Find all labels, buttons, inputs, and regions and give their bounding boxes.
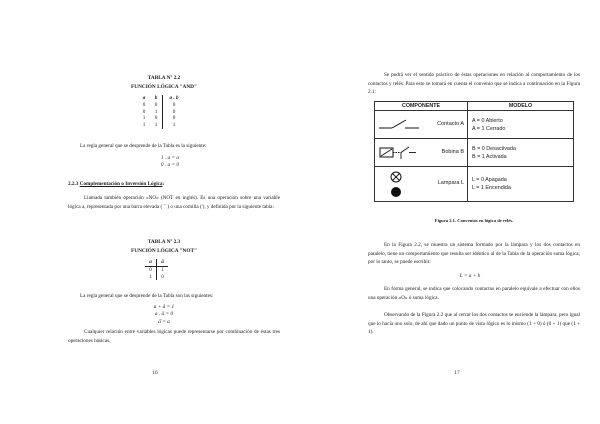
and-cell: 1 xyxy=(142,115,146,122)
not-cell: 0 xyxy=(161,273,164,280)
figure-caption: Figura 2.1. Convenios en lógica de relés. xyxy=(434,218,514,223)
and-header-a: a xyxy=(142,95,146,101)
not-rule-text: La regla general que se desprende de la Tabla son las siguientes: xyxy=(80,293,214,299)
not-definition-paragraph: Llamada también operación «NO» (NOT en inglés). Es una operación sobre una variable lógica a, representada por una barra elevada ( ¯ ) o una comilla ('), y definida por la siguiente tabla: xyxy=(68,195,280,210)
and-header-b: b xyxy=(150,95,163,102)
and-cell: 0 xyxy=(172,115,176,122)
observation-paragraph: Observando de la Figura 2.2 que al cerrar los dos contactos se enciende la lámpara, pero igual que lo hacía uno solo, de ahí que dado un punto de vista lógico es lo mismo (1 + 0) ó (0 + 1) que (1 + 1). xyxy=(368,312,580,336)
and-equations xyxy=(140,155,200,170)
table-2-3-subtitle: FUNCIÓN LÓGICA "NOT" xyxy=(131,248,197,254)
figure-row-coil xyxy=(375,139,468,167)
parallel-contacts-paragraph: En la Figura 2.2, se muestra un sistema formado por la lámpara y los dos contactos en paralelo, tiene un comportamiento que resulta ser idéntico al de la Tabla de la operación suma lógica; por lo tanto, se puede escribir: xyxy=(368,242,580,266)
model-line: L = 0 Apagada xyxy=(472,177,507,183)
lamp-label: Lampara L xyxy=(437,180,464,186)
section-number: 2.2.3 xyxy=(68,181,79,187)
equation-line: a . ā = 0 xyxy=(154,311,174,318)
section-colon: : xyxy=(162,181,165,187)
and-truth-table xyxy=(138,95,185,129)
table-2-2-title: TABLA Nº 2.2 xyxy=(147,75,181,81)
contact-model xyxy=(468,111,574,139)
closing-paragraph: Cualquier relación entre variables lógicas puede representarse por combinación de éstas tres operaciones básicas. xyxy=(68,329,280,344)
or-general-paragraph: En forma general, se indica que colocando contactos en paralelo equivale a efectuar con ellos una operación «O» ó suma lógica. xyxy=(368,286,580,301)
contact-label: Contacto A xyxy=(437,121,464,127)
equation-line: 0 . a = 0 xyxy=(160,162,180,169)
and-cell: 0 xyxy=(142,101,146,108)
and-cell: 0 xyxy=(142,108,146,115)
page-number: 16 xyxy=(152,370,158,376)
and-cell: 0 xyxy=(150,115,163,122)
page-number: 17 xyxy=(454,370,460,376)
lamp-icon xyxy=(389,170,403,200)
equation-line: ā̄ = a xyxy=(158,318,170,325)
equation-line: 1 . a = a xyxy=(160,155,180,161)
and-cell: 1 xyxy=(142,122,146,129)
switch-contact-icon xyxy=(379,117,419,133)
equation-line: a + ā = 1 xyxy=(153,304,175,310)
model-line: A = 1 Cerrado xyxy=(472,125,506,132)
figure-row-lamp xyxy=(375,167,468,202)
figure-header-model: MODELO xyxy=(468,102,574,111)
coil-model xyxy=(468,139,574,167)
not-header-a-bar: ā xyxy=(157,259,169,266)
intro-paragraph: Se podrá ver el sentido práctico de éstas operaciones en relación al comportamiento de los contactos y relés. Para esto se tomará en cuenta el convenio que se indica a continuación en la Figura 2.1: xyxy=(368,72,580,96)
model-line: L = 1 Encendida xyxy=(472,185,511,191)
coil-label: Bobina B xyxy=(441,149,464,155)
model-line: A = 0 Abierto xyxy=(472,117,503,124)
not-cell: 1 xyxy=(161,266,164,273)
and-cell: 1 xyxy=(150,109,163,116)
model-line: B = 1 Activada xyxy=(472,153,507,160)
and-rule-text: La regla general que se desprende de la Tabla es la siguiente: xyxy=(80,143,207,149)
section-heading xyxy=(68,180,278,189)
lamp-model xyxy=(468,167,574,202)
and-cell: 0 xyxy=(172,108,176,115)
and-cell: 1 xyxy=(150,122,163,129)
not-cell: 1 xyxy=(145,274,157,281)
or-equation: L = a + b xyxy=(459,273,481,279)
and-header-ab: a . b xyxy=(169,95,179,101)
not-cell: 0 xyxy=(145,266,157,273)
not-header-a: a xyxy=(145,259,157,266)
figure-row-contact xyxy=(375,111,468,139)
and-cell: 0 xyxy=(172,101,176,108)
model-line: B = 0 Desactivada xyxy=(472,145,516,152)
relay-convention-figure xyxy=(374,101,574,202)
and-cell: 0 xyxy=(150,102,163,109)
figure-header-component: COMPONENTE xyxy=(375,102,468,111)
section-title: Complementación o Inversión Lógica xyxy=(79,181,163,187)
table-2-2-subtitle: FUNCIÓN LÓGICA "AND" xyxy=(131,84,197,90)
and-cell: 1 xyxy=(172,122,176,129)
table-2-3-title: TABLA Nº 2.3 xyxy=(147,239,181,245)
not-equations xyxy=(134,304,194,326)
right-page xyxy=(300,0,600,424)
relay-coil-icon xyxy=(379,143,417,163)
not-truth-table xyxy=(145,259,168,280)
